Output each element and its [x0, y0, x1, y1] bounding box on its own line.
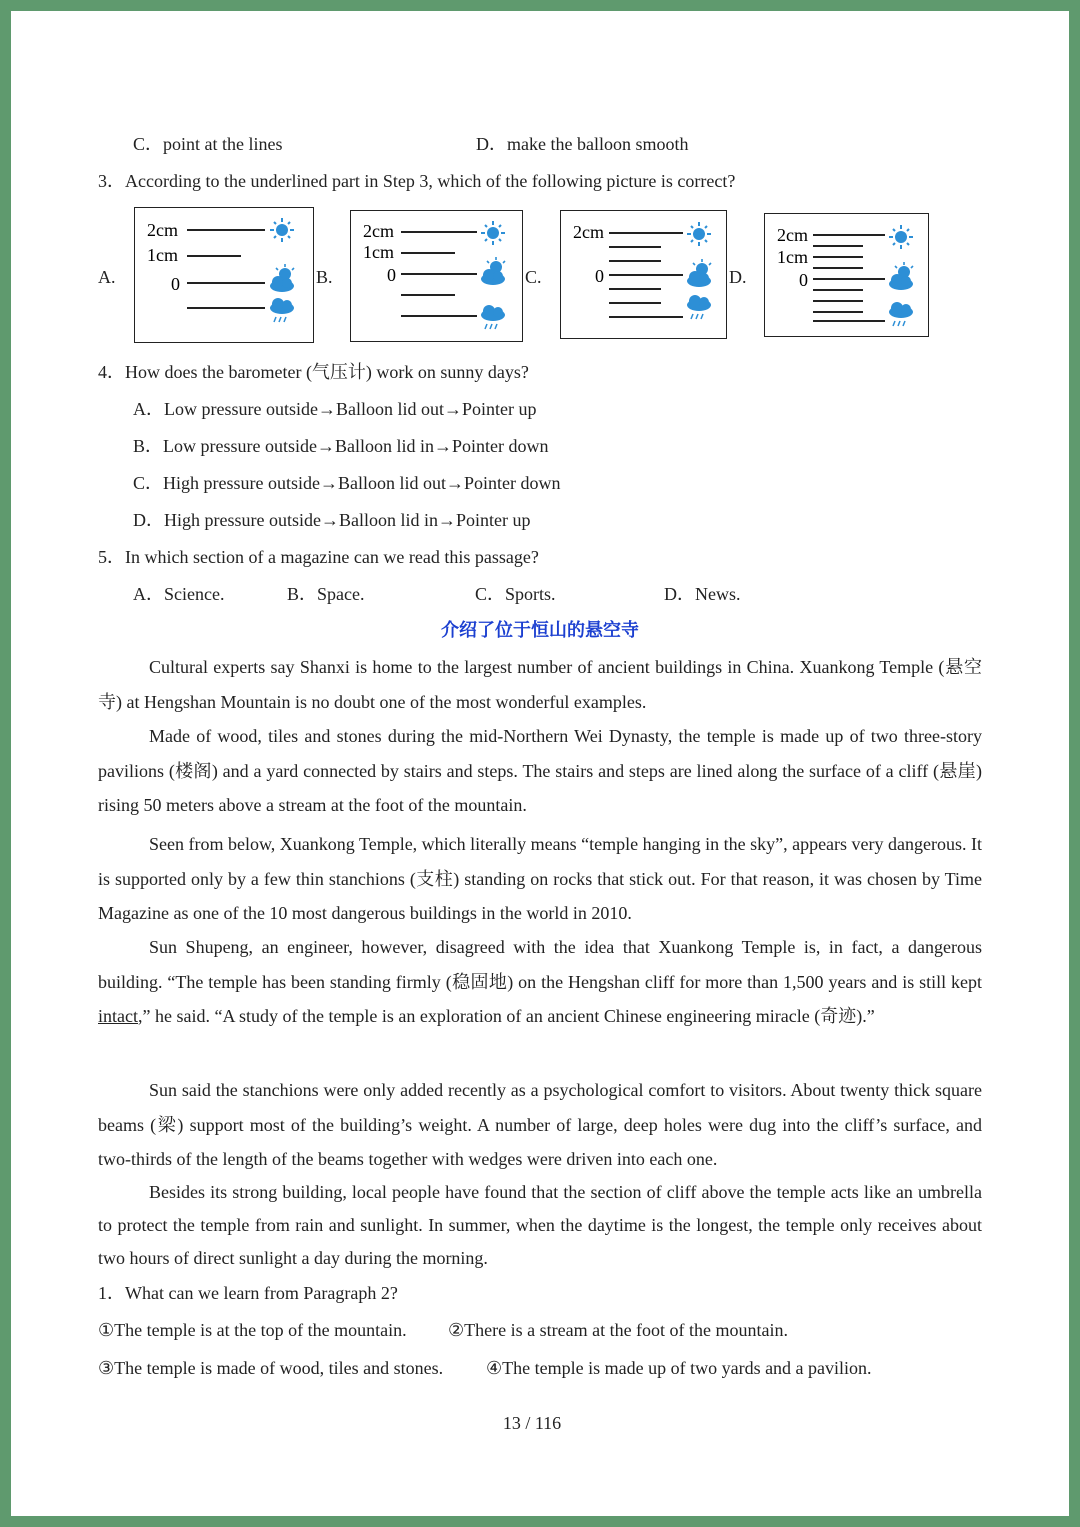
rain-cloud-icon — [687, 295, 711, 319]
underlined-word: intact — [98, 1006, 138, 1026]
cloud-sun-icon — [889, 262, 913, 290]
mark-1cm: 1cm — [363, 242, 394, 262]
sun-icon — [889, 225, 913, 249]
q5-option-c: C．Sports. — [475, 584, 556, 604]
q1-statement-3: ③The temple is made of wood, tiles and stones. — [98, 1358, 444, 1378]
paragraph-4: Sun Shupeng, an engineer, however, disagreed with the idea that Xuankong Temple is, in fact, a dangerous building. “The temple has been standing firmly (稳固地) on the Hengshan cliff for more than 1,500 years and is still kept intact,” he said. “A study of the temple is an exploration of an ancient Chinese engineering miracle (奇迹).” — [98, 937, 982, 1026]
paragraph-5: Sun said the stanchions were only added recently as a psychological comfort to visitors. About twenty thick square beams (梁) support most of the building’s weight. A number of large, deep holes were dug into the cliff’s surface, and two-thirds of the length of the beams together with wedges were driven into each one. — [98, 1080, 982, 1169]
sun-icon — [270, 218, 294, 242]
mark-2cm: 2cm — [147, 220, 178, 240]
mark-2cm: 2cm — [363, 221, 394, 241]
rain-cloud-icon — [270, 298, 294, 322]
q3-label-c: C. — [525, 267, 542, 287]
prev-option-c: C．point at the lines — [133, 134, 283, 154]
q4-option-b: B．Low pressure outside→Balloon lid in→Pointer down — [133, 436, 549, 456]
mark-0: 0 — [595, 266, 604, 286]
barometer-scale-a — [135, 208, 313, 342]
q5-option-a: A．Science. — [133, 584, 225, 604]
question-4: 4．How does the barometer (气压计) work on sunny days? — [98, 362, 529, 382]
paragraph-1: Cultural experts say Shanxi is home to the largest number of ancient buildings in China. Xuankong Temple (悬空寺) at Hengshan Mountain is no doubt one of the most wonderful examples. — [98, 657, 982, 712]
prev-option-d: D．make the balloon smooth — [476, 134, 689, 154]
mark-0: 0 — [799, 270, 808, 290]
q3-picture-d — [764, 213, 929, 337]
mark-0: 0 — [387, 265, 396, 285]
q1-statement-2: ②There is a stream at the foot of the mountain. — [448, 1320, 789, 1340]
barometer-scale-c — [561, 211, 726, 338]
sun-icon — [687, 222, 711, 246]
q4-option-d: D．High pressure outside→Balloon lid in→Pointer up — [133, 510, 531, 530]
q1-statement-1: ①The temple is at the top of the mountain. — [98, 1320, 407, 1340]
paragraph-3: Seen from below, Xuankong Temple, which literally means “temple hanging in the sky”, appears very dangerous. It is supported only by a few thin stanchions (支柱) standing on rocks that stick out. For that reason, it was chosen by Time Magazine as one of the 10 most dangerous buildings in the world in 2010. — [98, 834, 983, 923]
rain-cloud-icon — [889, 302, 913, 326]
page-number: 13 / 116 — [502, 1413, 562, 1433]
q3-label-a: A. — [98, 267, 116, 287]
q3-label-b: B. — [316, 267, 333, 287]
question-1: 1．What can we learn from Paragraph 2? — [98, 1283, 398, 1303]
cloud-sun-icon — [270, 264, 294, 292]
passage-title: 介绍了位于恒山的悬空寺 — [441, 620, 639, 640]
q1-statement-4: ④The temple is made up of two yards and a pavilion. — [486, 1358, 872, 1378]
rain-cloud-icon — [481, 305, 505, 329]
q5-option-b: B．Space. — [287, 584, 365, 604]
q4-option-a: A．Low pressure outside→Balloon lid out→Pointer up — [133, 399, 537, 419]
paragraph-2: Made of wood, tiles and stones during the mid-Northern Wei Dynasty, the temple is made up of two three-story pavilions (楼阁) and a yard connected by stairs and steps. The stairs and steps are lined along the surface of a cliff (悬崖) rising 50 meters above a stream at the foot of the mountain. — [98, 726, 982, 815]
cloud-sun-icon — [481, 257, 505, 285]
sun-icon — [481, 221, 505, 245]
q3-picture-a — [134, 207, 314, 343]
cloud-sun-icon — [687, 259, 711, 287]
q4-option-c: C．High pressure outside→Balloon lid out→Pointer down — [133, 473, 561, 493]
mark-0: 0 — [171, 274, 180, 294]
mark-1cm: 1cm — [777, 247, 808, 267]
q3-picture-c — [560, 210, 727, 339]
barometer-scale-b — [351, 211, 522, 341]
question-5: 5．In which section of a magazine can we read this passage? — [98, 547, 539, 567]
mark-1cm: 1cm — [147, 245, 178, 265]
mark-2cm: 2cm — [573, 222, 604, 242]
q3-label-d: D. — [729, 267, 747, 287]
barometer-scale-d — [765, 214, 928, 336]
question-3: 3．According to the underlined part in Step 3, which of the following picture is correct? — [98, 171, 736, 191]
q3-picture-b — [350, 210, 523, 342]
paragraph-6: Besides its strong building, local people have found that the section of cliff above the temple acts like an umbrella to protect the temple from rain and sunlight. In summer, when the daytime is the longest, the temple only receives about two hours of direct sunlight a day during the morning. — [98, 1182, 982, 1268]
mark-2cm: 2cm — [777, 225, 808, 245]
q5-option-d: D．News. — [664, 584, 741, 604]
